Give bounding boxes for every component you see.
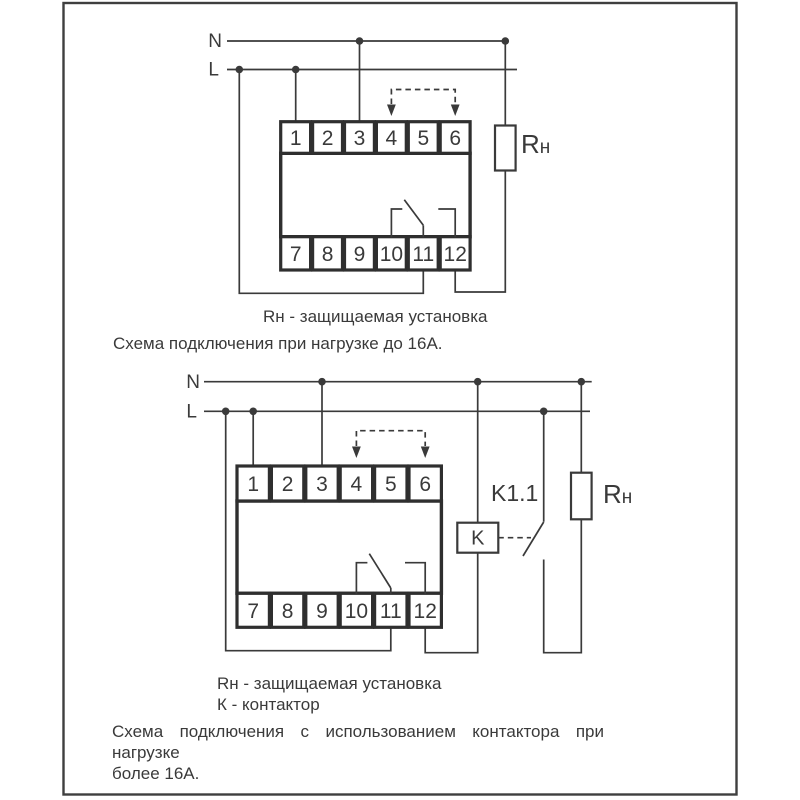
bottom-device-body xyxy=(237,501,441,593)
top-device-terminal-row-upper xyxy=(281,122,470,154)
terminal-label: 10 xyxy=(344,600,369,623)
junction-dot xyxy=(540,408,548,416)
bottom-jumper-arrow-right xyxy=(421,447,430,459)
terminal-label: 6 xyxy=(419,473,432,496)
bottom-legend-line1: Rн - защищаемая установка xyxy=(217,674,442,693)
terminal-label: 3 xyxy=(316,473,328,496)
terminal-label: 9 xyxy=(316,600,328,623)
terminal-label: 11 xyxy=(412,243,435,266)
terminal-label: 10 xyxy=(379,243,404,266)
terminal-label: 4 xyxy=(350,473,363,496)
bottom-l-label: L xyxy=(186,401,197,423)
top-jumper-arrow-left xyxy=(387,105,396,117)
top-n-label: N xyxy=(208,31,222,52)
junction-dot xyxy=(318,378,326,386)
bottom-wire-contact-to-load xyxy=(544,520,582,653)
junction-dot xyxy=(292,66,300,74)
terminal-label: 8 xyxy=(281,600,294,623)
terminal-label: 8 xyxy=(321,243,334,266)
junction-dot xyxy=(578,378,586,386)
top-legend: Rн - защищаемая установка xyxy=(263,307,488,326)
terminal-label: 7 xyxy=(289,243,302,266)
bottom-legend-line2: К - контактор xyxy=(217,694,320,714)
bottom-load-label: Rн xyxy=(603,479,633,509)
top-diagram xyxy=(208,31,550,293)
top-dashed-jumper xyxy=(391,90,455,105)
bottom-load-resistor xyxy=(571,473,592,520)
top-load-resistor xyxy=(495,126,516,171)
junction-dot xyxy=(474,378,482,386)
bottom-device-terminal-row-upper xyxy=(237,466,441,501)
junction-dot xyxy=(249,408,257,416)
terminal-label: 4 xyxy=(385,127,398,150)
bottom-caption-line1: Схема подключения с использованием контактора при нагрузке xyxy=(112,722,604,762)
terminal-label: 5 xyxy=(384,473,397,496)
contactor-coil-label: K xyxy=(471,527,485,550)
top-caption: Схема подключения при нагрузке до 16А. xyxy=(113,334,443,353)
bottom-device-terminal-row-lower xyxy=(237,593,441,627)
terminal-label: 1 xyxy=(289,127,302,150)
junction-dot xyxy=(502,37,510,45)
junction-dot xyxy=(236,66,244,74)
junction-dot xyxy=(222,408,230,416)
terminal-label: 5 xyxy=(417,127,430,150)
contactor-contact-blade xyxy=(523,522,544,556)
bottom-caption-line2: более 16А. xyxy=(112,764,200,783)
bottom-caption xyxy=(112,721,604,784)
terminal-label: 12 xyxy=(413,600,437,623)
top-jumper-arrow-right xyxy=(451,105,460,117)
bottom-dashed-jumper xyxy=(356,431,425,446)
terminal-label: 9 xyxy=(353,243,366,266)
terminal-label: 1 xyxy=(247,473,260,496)
terminal-label: 12 xyxy=(443,243,467,266)
top-device-terminal-row-lower xyxy=(281,237,470,270)
terminal-label: 3 xyxy=(353,127,366,150)
top-load-label: Rн xyxy=(521,129,551,159)
bottom-jumper-arrow-left xyxy=(352,447,361,459)
junction-dot xyxy=(356,37,364,45)
terminal-label: 11 xyxy=(379,600,402,623)
terminal-label: 6 xyxy=(449,127,462,150)
terminal-label: 7 xyxy=(247,600,260,623)
top-device-body xyxy=(281,153,470,236)
top-l-label: L xyxy=(208,59,219,81)
bottom-legend xyxy=(217,674,441,715)
bottom-n-label: N xyxy=(186,372,200,393)
terminal-label: 2 xyxy=(281,473,294,496)
terminal-label: 2 xyxy=(321,127,334,150)
contactor-contact-label: K1.1 xyxy=(491,480,539,506)
bottom-diagram xyxy=(186,372,632,653)
